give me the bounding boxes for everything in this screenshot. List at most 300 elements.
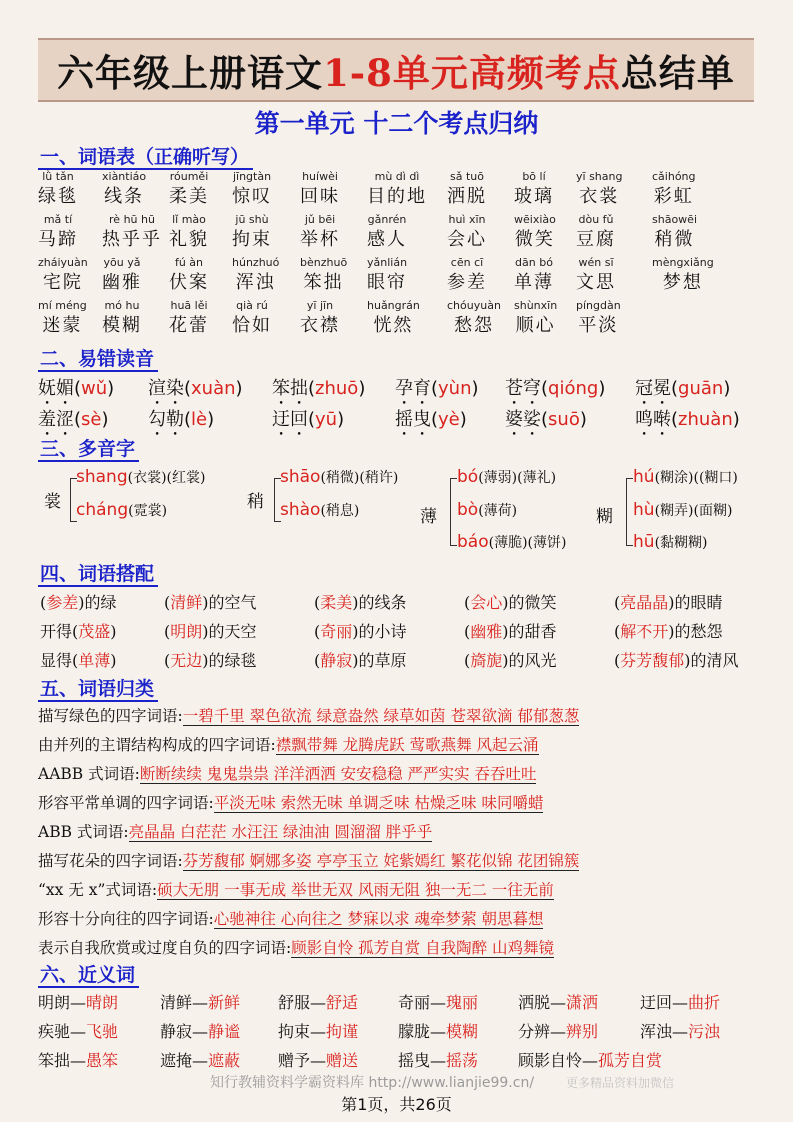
vocab-word: 彩虹 (653, 186, 694, 207)
synonym-answer: 遮蔽 (208, 1051, 241, 1070)
pronunciation-item: 冠冕(guān) (635, 378, 731, 399)
vocab-item (367, 213, 407, 253)
classification-answer: 芬芳馥郁 婀娜多姿 亭亭玉立 姹紫嫣红 繁花似锦 花团锦簇 (182, 852, 580, 870)
title-part3: 总结单 (620, 51, 735, 95)
collocation-suffix: 的清风 (690, 651, 739, 670)
vocab-item (300, 299, 340, 339)
collocation-answer: 亮晶晶 (620, 593, 669, 612)
polyphone-reading: hū(黏糊糊) (633, 532, 708, 552)
synonym-word: 分辨 (518, 1022, 551, 1041)
polyphone-reading: cháng(霓裳) (76, 500, 168, 520)
section-vocab-heading: 一、词语表（正确听写） (38, 146, 253, 170)
vocab-item (38, 213, 78, 253)
pronunciation-word: 勾勒 (148, 409, 184, 430)
collocation-item: 开得(茂盛) (40, 622, 117, 641)
classification-label: 形容平常单调的四字词语: (38, 794, 214, 812)
synonym-word: 朦胧 (398, 1022, 431, 1041)
vocab-item (514, 256, 554, 296)
classification-answer: 一碧千里 翠色欲流 绿意盎然 绿草如茵 苍翠欲滴 郁郁葱葱 (182, 707, 580, 725)
synonym-pair: 浑浊—污浊 (640, 1022, 721, 1041)
collocation-answer: 幽雅 (470, 622, 503, 641)
classification-answer: 襟飘带舞 龙腾虎跃 莺歌燕舞 风起云涌 (275, 736, 539, 754)
vocab-pinyin: húnzhuó (232, 256, 280, 269)
collocation-answer: 茂盛 (78, 622, 111, 641)
title-part2: 1-8单元高频考点 (323, 51, 621, 95)
synonym-pair: 奇丽—瑰丽 (398, 993, 479, 1012)
collocation-item: (静寂)的草原 (314, 651, 407, 670)
vocab-item (102, 256, 142, 296)
collocation-answer: 解不开 (620, 622, 669, 641)
vocab-word: 浑浊 (235, 272, 276, 293)
vocab-word: 模糊 (102, 315, 142, 336)
vocab-pinyin: jīngtàn (232, 170, 272, 183)
vocab-item (300, 213, 340, 253)
vocab-pinyin: huíwèi (302, 170, 338, 183)
synonym-word: 舒服 (278, 993, 311, 1012)
vocab-item (169, 170, 209, 210)
vocab-word: 马蹄 (38, 229, 78, 250)
vocab-pinyin: wén sī (578, 256, 614, 269)
classification-answer: 硕大无朋 一事无成 举世无双 风雨无阻 独一无二 一往无前 (157, 881, 554, 899)
vocab-pinyin: bō lí (522, 170, 546, 183)
synonym-word: 摇曳 (398, 1051, 431, 1070)
synonym-answer: 晴朗 (86, 993, 119, 1012)
classification-line (38, 820, 432, 842)
vocab-word: 玻璃 (514, 186, 554, 207)
classification-line (38, 878, 554, 900)
collocation-item: (无边)的绿毯 (164, 651, 257, 670)
vocab-word: 目的地 (367, 186, 427, 207)
pronunciation-item: 勾勒(lè) (148, 409, 215, 430)
vocab-pinyin: jū shù (235, 213, 269, 226)
classification-line (38, 733, 539, 755)
watermark-wechat: 更多精品资料加微信 (566, 1076, 675, 1090)
synonym-answer: 愚笨 (86, 1051, 119, 1070)
vocab-word: 迷蒙 (42, 315, 83, 336)
synonym-word: 迂回 (640, 993, 673, 1012)
vocab-item (447, 256, 487, 296)
vocab-pinyin: dān bó (515, 256, 553, 269)
synonym-word: 静寂 (160, 1022, 193, 1041)
collocation-answer: 单薄 (78, 651, 111, 670)
pronunciation-pinyin: yùn (438, 378, 472, 399)
vocab-item (652, 170, 696, 210)
collocation-suffix: 的愁怨 (674, 622, 723, 641)
collocation-suffix: 的微笑 (508, 593, 557, 612)
pronunciation-pinyin: zhuàn (678, 409, 733, 430)
synonym-word: 赠予 (278, 1051, 311, 1070)
collocation-item: (旖旎)的风光 (464, 651, 557, 670)
synonym-word: 遮掩 (160, 1051, 193, 1070)
vocab-word: 愁怨 (453, 315, 494, 336)
pronunciation-word: 苍穹 (505, 378, 541, 399)
collocation-prefix: 开得 (40, 622, 73, 641)
vocab-word: 眼帘 (367, 272, 408, 293)
pronunciation-pinyin: suō (548, 409, 580, 430)
vocab-pinyin: yī jīn (306, 299, 334, 312)
vocab-word: 恍然 (373, 315, 414, 336)
pronunciation-pinyin: yè (438, 409, 460, 430)
vocab-pinyin: shāowēi (652, 213, 697, 226)
vocab-word: 感人 (367, 229, 407, 250)
synonym-pair: 朦胧—模糊 (398, 1022, 479, 1041)
vocab-pinyin: lǜ tǎn (42, 170, 74, 183)
vocab-pinyin: bènzhuō (300, 256, 348, 269)
classification-answer: 亮晶晶 白茫茫 水汪汪 绿油油 圆溜溜 胖乎乎 (128, 823, 433, 841)
synonym-pair: 明朗—晴朗 (38, 993, 119, 1012)
synonym-word: 浑浊 (640, 1022, 673, 1041)
collocation-suffix: 的草原 (358, 651, 407, 670)
collocation-suffix: 的绿 (84, 593, 117, 612)
collocation-item: (明朗)的天空 (164, 622, 257, 641)
collocation-suffix: 的空气 (208, 593, 257, 612)
synonym-pair: 顾影自怜—孤芳自赏 (518, 1051, 663, 1070)
pronunciation-word: 羞涩 (38, 409, 74, 430)
vocab-pinyin: mèngxiǎng (652, 256, 714, 269)
vocab-item (367, 256, 407, 296)
classification-line (38, 791, 543, 813)
pronunciation-item: 渲染(xuàn) (148, 378, 243, 399)
collocation-item: (参差)的绿 (40, 593, 117, 612)
vocab-item (232, 299, 272, 339)
synonym-pair: 迂回—曲折 (640, 993, 721, 1012)
vocab-pinyin: róuměi (169, 170, 209, 183)
pronunciation-item: 孕育(yùn) (395, 378, 479, 399)
classification-answer: 心驰神往 心向往之 梦寐以求 魂牵梦萦 朝思暮想 (213, 910, 544, 928)
vocab-item (300, 170, 340, 210)
pronunciation-item: 婆娑(suō) (505, 409, 587, 430)
section-synonym-heading: 六、近义词 (38, 964, 139, 988)
collocation-suffix: 的眼睛 (674, 593, 723, 612)
watermark-text: 知行教辅资料学霸资料库 http://www.lianjie99.cn/ (210, 1075, 535, 1091)
pronunciation-word: 迂回 (272, 409, 308, 430)
vocab-word: 绿毯 (38, 186, 78, 207)
classification-answer: 断断续续 鬼鬼祟祟 洋洋洒洒 安安稳稳 严严实实 吞吞吐吐 (139, 765, 537, 783)
vocab-word: 恰如 (232, 315, 272, 336)
collocation-answer: 明朗 (170, 622, 203, 641)
collocation-suffix: 的天空 (208, 622, 257, 641)
vocab-word: 会心 (447, 229, 487, 250)
vocab-word: 衣襟 (300, 315, 340, 336)
synonym-answer: 静谧 (208, 1022, 241, 1041)
classification-label: 表示自我欣赏或过度自负的四字词语: (38, 939, 292, 957)
vocab-item (38, 256, 88, 296)
pronunciation-word: 妩媚 (38, 378, 74, 399)
synonym-pair: 摇曳—摇荡 (398, 1051, 479, 1070)
synonym-answer: 瑰丽 (446, 993, 479, 1012)
vocab-pinyin: wēixiào (514, 213, 556, 226)
vocab-item (102, 170, 146, 210)
collocation-suffix: 的风光 (508, 651, 557, 670)
pronunciation-item: 摇曳(yè) (395, 409, 467, 430)
vocab-pinyin: chóuyuàn (447, 299, 501, 312)
vocab-pinyin: huā lěi (170, 299, 208, 312)
vocab-pinyin: gǎnrén (367, 213, 407, 226)
pronunciation-word: 孕育 (395, 378, 431, 399)
vocab-word: 幽雅 (102, 272, 142, 293)
polyphone-char: 裳 (44, 492, 61, 512)
classification-answer: 顾影自怜 孤芳自赏 自我陶醉 山鸡舞镜 (291, 939, 555, 957)
pronunciation-word: 渲染 (148, 378, 184, 399)
vocab-item (38, 299, 87, 339)
collocation-prefix: 显得 (40, 651, 73, 670)
vocab-pinyin: xiàntiáo (102, 170, 147, 183)
synonym-pair: 舒服—舒适 (278, 993, 359, 1012)
vocab-item (102, 299, 142, 339)
synonym-answer: 舒适 (326, 993, 359, 1012)
collocation-answer: 参差 (46, 593, 79, 612)
vocab-pinyin: huǎngrán (367, 299, 420, 312)
pronunciation-item: 妩媚(wǔ) (38, 378, 115, 399)
vocab-word: 衣裳 (579, 186, 620, 207)
pronunciation-word: 笨拙 (272, 378, 308, 399)
pronunciation-word: 冠冕 (635, 378, 671, 399)
collocation-item: 显得(单薄) (40, 651, 117, 670)
vocab-item (367, 299, 420, 339)
collocation-answer: 柔美 (320, 593, 353, 612)
vocab-word: 礼貌 (169, 229, 209, 250)
synonym-pair: 洒脱—潇洒 (518, 993, 599, 1012)
vocab-pinyin: mǎ tí (43, 213, 73, 226)
vocab-pinyin: huì xīn (448, 213, 486, 226)
section-pronunciation-heading: 二、易错读音 (38, 348, 158, 372)
vocab-item (38, 170, 78, 210)
vocab-item (652, 256, 714, 296)
synonym-word: 洒脱 (518, 993, 551, 1012)
vocab-pinyin: yī shang (576, 170, 623, 183)
pronunciation-word: 婆娑 (505, 409, 541, 430)
pronunciation-item: 笨拙(zhuō) (272, 378, 366, 399)
pronunciation-item: 苍穹(qióng) (505, 378, 606, 399)
polyphone-char: 稍 (247, 492, 264, 512)
classification-label: 形容十分向往的四字词语: (38, 910, 214, 928)
pronunciation-pinyin: guān (678, 378, 724, 399)
pronunciation-pinyin: qióng (548, 378, 599, 399)
vocab-word: 伏案 (169, 272, 209, 293)
vocab-item (367, 170, 427, 210)
polyphone-reading: báo(薄脆)(薄饼) (457, 532, 567, 552)
synonym-pair: 笨拙—愚笨 (38, 1051, 119, 1070)
synonym-answer: 曲折 (688, 993, 721, 1012)
vocab-word: 回味 (300, 186, 340, 207)
synonym-answer: 新鲜 (208, 993, 241, 1012)
polyphone-reading: shào(稍息) (280, 500, 360, 520)
vocab-word: 花蕾 (169, 315, 209, 336)
collocation-item: (会心)的微笑 (464, 593, 557, 612)
vocab-item (514, 213, 556, 253)
page-number: 第1页，共26页 (341, 1095, 452, 1114)
vocab-pinyin: yōu yǎ (103, 256, 141, 269)
synonym-pair: 拘束—拘谨 (278, 1022, 359, 1041)
collocation-item: (芬芳馥郁)的清风 (614, 651, 739, 670)
polyphone-reading: hù(糊弄)(面糊) (633, 500, 733, 520)
vocab-item (576, 213, 616, 253)
section-classification-heading: 五、词语归类 (38, 678, 158, 702)
vocab-item (514, 299, 557, 339)
collocation-suffix: 的线条 (358, 593, 407, 612)
polyphone-reading: bó(薄弱)(薄礼) (457, 467, 557, 487)
vocab-item (576, 170, 622, 210)
synonym-answer: 孤芳自赏 (598, 1051, 663, 1070)
polyphone-reading: shang(衣裳)(红裳) (76, 467, 206, 487)
classification-line (38, 849, 579, 871)
classification-line (38, 907, 543, 929)
section-collocation-heading: 四、词语搭配 (38, 563, 158, 587)
unit-subtitle: 第一单元 十二个考点归纳 (254, 109, 539, 138)
synonym-pair: 遮掩—遮蔽 (160, 1051, 241, 1070)
synonym-pair: 疾驰—飞驰 (38, 1022, 119, 1041)
synonym-pair: 分辨—辨别 (518, 1022, 599, 1041)
vocab-item (169, 256, 209, 296)
vocab-item (232, 213, 272, 253)
synonym-pair: 清鲜—新鲜 (160, 993, 241, 1012)
vocab-word: 参差 (447, 272, 487, 293)
synonym-answer: 赠送 (326, 1051, 359, 1070)
vocab-pinyin: lǐ mào (172, 213, 206, 226)
vocab-pinyin: yǎnlián (367, 256, 408, 269)
synonym-pair: 赠予—赠送 (278, 1051, 359, 1070)
classification-label: 描写花朵的四字词语: (38, 852, 183, 870)
polyphone-reading: shāo(稍微)(稍许) (280, 467, 399, 487)
vocab-pinyin: cēn cī (450, 256, 484, 269)
polyphone-reading: bò(薄荷) (457, 500, 518, 520)
pronunciation-word: 鸣啭 (635, 409, 671, 430)
brace (626, 478, 633, 546)
synonym-answer: 模糊 (446, 1022, 479, 1041)
synonym-answer: 飞驰 (86, 1022, 119, 1041)
vocab-pinyin: dòu fǔ (578, 213, 614, 226)
classification-label: ABB 式词语: (38, 823, 129, 841)
polyphone-reading: hú(糊涂)((糊口) (633, 467, 738, 487)
synonym-word: 顾影自怜 (518, 1051, 583, 1070)
synonym-word: 拘束 (278, 1022, 311, 1041)
vocab-pinyin: fú àn (174, 256, 204, 269)
vocab-pinyin: cǎihóng (652, 170, 696, 183)
vocab-item (447, 213, 487, 253)
synonym-pair: 静寂—静谧 (160, 1022, 241, 1041)
pronunciation-item: 迂回(yū) (272, 409, 345, 430)
pronunciation-pinyin: lè (191, 409, 208, 430)
collocation-item: (亮晶晶)的眼睛 (614, 593, 723, 612)
collocation-item: (解不开)的愁怨 (614, 622, 723, 641)
vocab-word: 文思 (576, 272, 616, 293)
title-part1: 六年级上册语文 (57, 51, 324, 95)
synonym-answer: 污浊 (688, 1022, 721, 1041)
collocation-answer: 会心 (470, 593, 503, 612)
vocab-word: 微笑 (514, 229, 555, 250)
vocab-item (232, 256, 279, 296)
vocab-word: 宅院 (42, 272, 83, 293)
vocab-word: 柔美 (169, 186, 209, 207)
pronunciation-pinyin: xuàn (191, 378, 236, 399)
collocation-item: (清鲜)的空气 (164, 593, 257, 612)
vocab-word: 梦想 (662, 272, 703, 293)
collocation-item: (幽雅)的甜香 (464, 622, 557, 641)
vocab-word: 热乎乎 (102, 229, 162, 250)
polyphone-char: 薄 (420, 507, 437, 527)
vocab-item (447, 299, 501, 339)
section-polyphone-heading: 三、多音字 (38, 438, 139, 462)
title-banner (38, 38, 754, 102)
classification-line (38, 704, 579, 726)
vocab-item (102, 213, 162, 253)
collocation-suffix: 的小诗 (358, 622, 407, 641)
synonym-answer: 摇荡 (446, 1051, 479, 1070)
vocab-pinyin: rè hū hū (109, 213, 155, 226)
synonym-word: 笨拙 (38, 1051, 71, 1070)
vocab-pinyin: qià rú (236, 299, 268, 312)
synonym-word: 疾驰 (38, 1022, 71, 1041)
vocab-pinyin: mó hu (104, 299, 140, 312)
collocation-suffix: 的绿毯 (208, 651, 257, 670)
vocab-item (169, 299, 209, 339)
synonym-word: 奇丽 (398, 993, 431, 1012)
vocab-word: 稍微 (654, 229, 695, 250)
vocab-pinyin: shùnxīn (514, 299, 558, 312)
synonym-answer: 潇洒 (566, 993, 599, 1012)
polyphone-char: 糊 (596, 507, 613, 527)
pronunciation-word: 摇曳 (395, 409, 431, 430)
vocab-pinyin: sǎ tuō (450, 170, 484, 183)
vocab-word: 豆腐 (576, 229, 616, 250)
vocab-item (447, 170, 487, 210)
pronunciation-pinyin: wǔ (81, 378, 108, 399)
vocab-word: 单薄 (514, 272, 554, 293)
vocab-word: 线条 (104, 186, 145, 207)
classification-label: 描写绿色的四字词语: (38, 707, 183, 725)
vocab-word: 惊叹 (232, 186, 272, 207)
vocab-pinyin: jǔ bēi (304, 213, 336, 226)
vocab-pinyin: mí méng (38, 299, 87, 312)
pronunciation-item: 鸣啭(zhuàn) (635, 409, 740, 430)
collocation-item: (柔美)的线条 (314, 593, 407, 612)
collocation-item: (奇丽)的小诗 (314, 622, 407, 641)
classification-answer: 平淡无味 索然无味 单调乏味 枯燥乏味 味同嚼蜡 (213, 794, 544, 812)
vocab-item (652, 213, 697, 253)
vocab-word: 平淡 (578, 315, 619, 336)
collocation-answer: 静寂 (320, 651, 353, 670)
pronunciation-item: 羞涩(sè) (38, 409, 109, 430)
vocab-pinyin: zháiyuàn (38, 256, 88, 269)
collocation-answer: 无边 (170, 651, 203, 670)
classification-label: AABB 式词语: (38, 765, 140, 783)
vocab-word: 洒脱 (447, 186, 487, 207)
vocab-word: 笨拙 (303, 272, 344, 293)
vocab-word: 顺心 (515, 315, 556, 336)
classification-label: 由并列的主谓结构构成的四字词语: (38, 736, 276, 754)
classification-line (38, 762, 536, 784)
classification-line (38, 936, 554, 958)
collocation-answer: 清鲜 (170, 593, 203, 612)
pronunciation-pinyin: yū (315, 409, 338, 430)
vocab-word: 举杯 (300, 229, 340, 250)
brace (450, 478, 457, 546)
vocab-word: 拘束 (232, 229, 272, 250)
collocation-answer: 芬芳馥郁 (620, 651, 685, 670)
classification-label: “xx 无 x”式词语: (38, 881, 158, 899)
vocab-item (232, 170, 272, 210)
collocation-suffix: 的甜香 (508, 622, 557, 641)
synonym-word: 清鲜 (160, 993, 193, 1012)
collocation-answer: 奇丽 (320, 622, 353, 641)
vocab-pinyin: píngdàn (576, 299, 621, 312)
synonym-word: 明朗 (38, 993, 71, 1012)
collocation-answer: 旖旎 (470, 651, 503, 670)
synonym-answer: 辨别 (566, 1022, 599, 1041)
vocab-item (169, 213, 209, 253)
vocab-item (576, 256, 616, 296)
vocab-item (300, 256, 347, 296)
